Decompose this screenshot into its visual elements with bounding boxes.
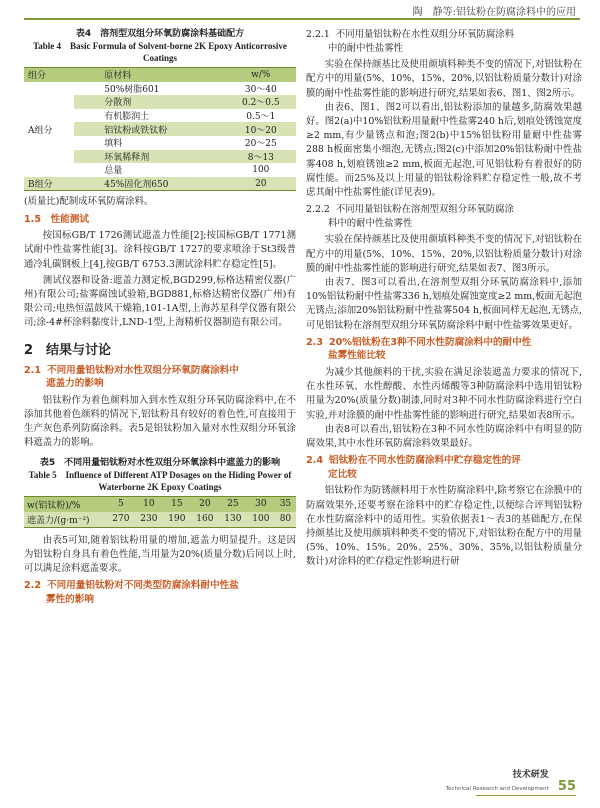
paragraph: 铝钛粉作为着色颜料加入到水性双组分环氧防腐涂料中,在不添加其他着色颜料的情况下,铝钛粉具有较好的着色性,可直接用于生产灰色系列防腐涂料。表5是铝钛粉加入量对水性双组分环氧涂料遮盖力的影响。 [24, 394, 296, 449]
table4-caption-en: Table 4 Basic Formula of Solvent-borne 2K Epoxy Anticorrosive Coatings [33, 41, 287, 63]
table5-cell: 190 [163, 512, 191, 528]
subsection-heading [306, 28, 582, 55]
table4-cell: 0.2～0.5 [226, 95, 296, 109]
table4-cell: 填料 [104, 139, 123, 150]
table5-cell: 230 [135, 512, 163, 528]
section-number: 2.2.2 [306, 204, 330, 216]
journal-name-en: Technical Research and Development [445, 786, 549, 792]
table5-cell: 15 [163, 496, 191, 512]
paragraph: 铝钛粉作为防锈颜料用于水性防腐涂料中,除考察它在涂膜中的防腐效果外,还要考察在涂料中的贮存稳定性,以便综合评判铝钛粉在水性防腐涂料中的适用性。实验依据表1～表3的基础配方,在保持颜基比及使用颜填料种类不变的情况下,对铝钛粉在配方中的用量(5%、10%、15%、20%、25%、30%、35%,以铝钛粉质量分数计)对涂料的贮存稳定性影响进行研 [306, 485, 582, 568]
left-column [24, 28, 296, 609]
paragraph: 实验在保持颜基比及使用颜填料种类不变的情况下,对铝钛粉在配方中的用量(5%、10%、15%、20%,以铝钛粉质量分数计)对涂膜的耐中性盐雾性能的影响进行研究,结果如表7、图3所示。 [306, 234, 582, 274]
section-heading [306, 454, 582, 481]
section-number: 2.4 [306, 455, 323, 467]
table4-header-wt: w/% [226, 68, 296, 82]
journal-block [446, 767, 549, 794]
table4-cell: 20～25 [244, 139, 277, 150]
journal-name: 技术研发 [512, 770, 549, 780]
table4-cell: 分散剂 [74, 95, 225, 109]
section-title: 铝钛粉在不同水性防腐涂料中贮存稳定性的评 [329, 455, 521, 467]
table5-cell: 130 [219, 512, 247, 528]
paragraph: 由表6、图1、图2可以看出,铝钛粉添加的量越多,防腐效果越好。图2(a)中10%铝钛粉用量耐中性盐雾240 h后,划痕处锈蚀宽度≥2 mm,有少量锈点和泡;图2(b)中15%铝钛粉用量耐中性盐雾288 h板面密集小细泡,无锈点;图2(c)中添加20%铝钛粉耐中性盐雾408 h,划痕锈蚀≥2 mm,板面无起泡,可见铝钛粉有着很好的防腐性能。而25%及以上用量的铝钛粉涂料贮存稳定性一般,故不考虑其耐中性盐雾性能(详见表9)。 [306, 101, 582, 199]
table5-cell: 10 [135, 496, 163, 512]
table4-cell: 100 [252, 164, 270, 175]
section-title-cont: 定比较 [328, 468, 357, 480]
section-title-cont: 料中的耐中性盐雾性 [328, 217, 413, 229]
page-header [0, 0, 600, 22]
section-title-cont: 盐雾性能比较 [328, 350, 386, 362]
table4-cell: 有机膨润土 [104, 112, 150, 123]
table5-cell: w(铝钛粉)/% [24, 496, 107, 512]
table5 [24, 496, 296, 528]
section-heading [306, 336, 582, 363]
page-number: 55 [557, 779, 576, 794]
section-number: 2.2 [24, 580, 41, 592]
table4-cell: 10～20 [226, 122, 296, 136]
table5-cell: 25 [219, 496, 247, 512]
table4-cell: 50%树脂601 [104, 84, 160, 95]
right-column [306, 28, 582, 570]
table4-cell: 45%固化剂650 [74, 177, 225, 191]
section-number: 2.3 [306, 336, 323, 348]
table5-cell: 270 [107, 512, 135, 528]
table4-cell: 总量 [104, 166, 123, 177]
section-heading [24, 364, 296, 391]
table5-cell: 遮盖力/(g·m⁻²) [24, 512, 107, 528]
table5-cell: 30 [247, 496, 275, 512]
section-title-cont: 雾性的影响 [46, 593, 94, 605]
running-header: 陶 静等:铝钛粉在防腐涂料中的应用 [412, 7, 576, 18]
table-row [24, 82, 296, 96]
paragraph: 按国标GB/T 1726测试遮盖力性能[2];按国标GB/T 1771测试耐中性盐雾性能[3]。涂料按GB/T 1727的要求喷涂于St3级普通冷轧碳钢板上[4],按GB/T 6753.3测试涂料贮存稳定性[5]。 [24, 230, 296, 270]
table4-header-material: 原材料 [74, 68, 225, 82]
paragraph: 为减少其他颜料的干扰,实验在满足涂装遮盖力要求的情况下,在水性环氧、水性醇酸、水性丙烯酸等3种防腐涂料中选用铝钛粉用量为20%(质量分数)制漆,同时对3种不同水性防腐涂料进行空白实验,并对涂膜的耐中性盐雾性能的影响进行研究,结果如表8所示。 [306, 367, 582, 421]
table-row [24, 177, 296, 191]
section-title: 不同用量铝钛粉对不同类型防腐涂料耐中性盐 [47, 580, 239, 592]
section-heading-major: 2 结果与讨论 [24, 342, 112, 358]
header-rule [24, 18, 580, 20]
paragraph: 由表5可知,随着铝钛粉用量的增加,遮盖力明显提升。这是因为铝钛粉自身具有着色性能,当用量为20%(质量分数)后同以上时,可以满足涂料遮盖要求。 [24, 534, 296, 574]
section-title: 不同用量铝钛粉对水性双组分环氧防腐涂料中 [47, 364, 239, 376]
table5-cell: 80 [275, 512, 296, 528]
table4-cell: 铝钛粉或铁钛粉 [74, 122, 225, 136]
section-title-cont: 遮盖力的影响 [46, 378, 104, 390]
page-footer [446, 767, 576, 794]
section-title: 20%铝钛粉在3种不同水性防腐涂料中的耐中性 [329, 336, 532, 348]
section-heading: 1.5 性能测试 [24, 213, 89, 225]
section-heading [24, 579, 296, 606]
section-number: 2.1 [24, 364, 41, 376]
table5-caption-cn: 表5 不同用量铝钛粉对水性双组分环氧涂料中遮盖力的影响 [39, 457, 281, 468]
section-title: 不同用量铝钛粉在水性双组分环氧防腐涂料 [335, 29, 514, 40]
section-title-cont: 中的耐中性盐雾性 [328, 42, 404, 54]
table4-cell: 30～40 [244, 84, 277, 95]
paragraph: 测试仪器和设备:遮盖力测定板,BGD299,标格达精密仪器(广州)有限公司;盐雾腐蚀试验箱,BGD881,标格达精密仪器(广州)有限公司;电热恒温鼓风干燥箱,101-1A型,上海苏星科学仪器有限公司;涂-4#杯涂料黏度计,LND-1型,上海精析仪器制造有限公司。 [24, 274, 296, 329]
table5-cell: 35 [275, 496, 296, 512]
table4-group-a: A组分 [28, 125, 53, 136]
table4 [24, 67, 296, 191]
table5-caption-en: Table 5 Influence of Different ATP Dosages on the Hiding Power of Waterborne 2K Epoxy Coatings [28, 469, 292, 492]
table4-group-b: B组分 [24, 177, 74, 191]
section-title: 不同用量铝钛粉在溶剂型双组分环氧防腐涂 [335, 204, 514, 216]
table-row [24, 512, 296, 528]
table5-cell: 5 [107, 496, 135, 512]
section-number: 2.2.1 [306, 29, 330, 40]
table4-caption-cn: 表4 溶剂型双组分环氧防腐涂料基础配方 [75, 29, 245, 39]
paragraph: 实验在保持颜基比及使用颜填料种类不变的情况下,对铝钛粉在配方中的用量(5%、10%、15%、20%,以铝钛粉质量分数计)对涂膜的耐中性盐雾性能的影响进行研究,结果如表6、图1、图2所示。 [306, 59, 582, 99]
paragraph: 由表7、图3可以看出,在溶剂型双组分环氧防腐涂料中,添加10%铝钛粉耐中性盐雾336 h,划痕处腐蚀宽度≥2 mm,板面无起泡无锈点;添加20%铝钛粉耐中性盐雾504 h,板面同样无起泡,无锈点,可见铝钛粉在溶剂型双组分环氧防腐涂料中耐中性盐雾效果更好。 [306, 277, 582, 331]
table5-cell: 160 [191, 512, 219, 528]
table4-cell: 0.5～1 [246, 112, 276, 123]
table4-cell: 环氧稀释剂 [74, 150, 225, 164]
subsection-heading [306, 203, 582, 230]
paragraph: (质量比)配制成环氧防腐涂料。 [24, 196, 154, 208]
table-row [24, 496, 296, 512]
table5-cell: 20 [191, 496, 219, 512]
paragraph: 由表8可以看出,铝钛粉在3种不同水性防腐涂料中有明显的防腐效果,其中水性环氧防腐涂料效果最好。 [306, 423, 582, 450]
footer-rule [476, 795, 576, 796]
table5-cell: 100 [247, 512, 275, 528]
table4-cell: 20 [226, 177, 296, 191]
table4-header-component: 组分 [24, 68, 74, 82]
table4-cell: 8～13 [226, 150, 296, 164]
